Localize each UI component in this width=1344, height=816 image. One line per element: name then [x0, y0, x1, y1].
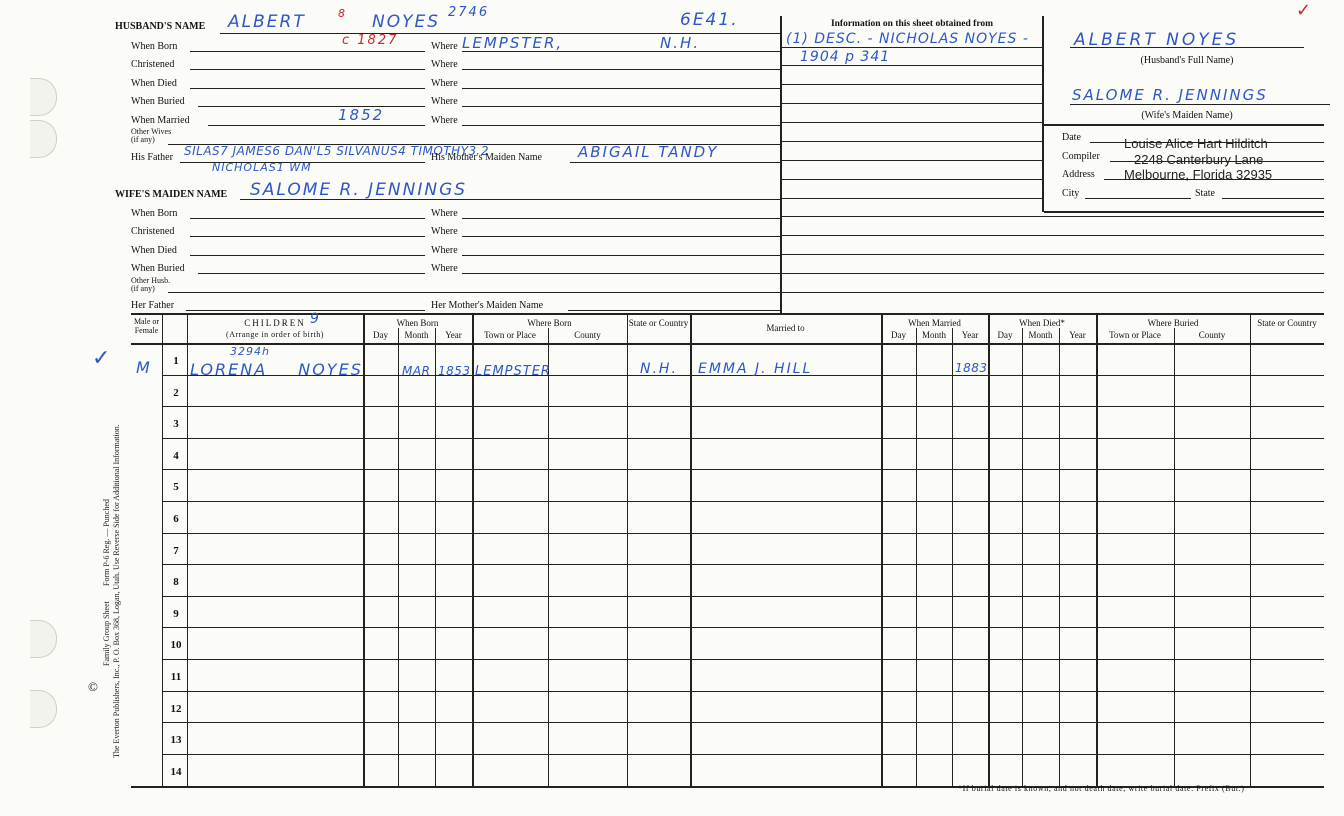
wife-other-husb-label: Other Husb.	[131, 276, 171, 285]
address-line-2-stamp: Melbourne, Florida 32935	[1124, 167, 1273, 182]
binder-hole	[30, 120, 57, 158]
child1-id: 3294h	[230, 345, 270, 358]
row-number: 5	[173, 481, 179, 493]
wife-buried-line	[198, 273, 425, 274]
col-divider	[1250, 313, 1251, 787]
husband-father-value-line2: NICHOLAS1 WM	[212, 161, 312, 174]
wife-name: SALOME R. JENNINGS	[250, 180, 468, 200]
husband-buried-line	[198, 106, 425, 107]
wife-died-where-line	[462, 255, 780, 256]
child1-born-town: LEMPSTER	[475, 364, 551, 379]
header-sex: Male or Female	[133, 317, 160, 335]
compiler-box-top	[1044, 124, 1324, 126]
row-separator	[162, 406, 1324, 407]
wife-buried-where-label: Where	[431, 263, 458, 274]
header-married-year: Year	[961, 330, 979, 340]
compiler-box-bottom	[1044, 211, 1324, 213]
address-line-1-stamp: 2248 Canterbury Lane	[1134, 152, 1264, 167]
row-separator	[162, 627, 1324, 628]
row-separator	[162, 469, 1324, 470]
header-where-buried: Where Buried	[1147, 318, 1199, 328]
wife-christened-where-label: Where	[431, 226, 458, 237]
husband-ref-code: 6E41.	[680, 10, 739, 30]
husband-buried-where-line	[462, 106, 780, 107]
husband-died-where-line	[462, 88, 780, 89]
row-number: 8	[173, 576, 179, 588]
wife-born-label: When Born	[131, 208, 178, 219]
husband-christened-line	[190, 69, 425, 70]
husband-mother-value: ABIGAIL TANDY	[578, 143, 719, 161]
header-children-count: 9	[310, 311, 321, 327]
binder-hole	[30, 78, 57, 116]
state-line	[1222, 198, 1324, 199]
source-box-left-border	[780, 16, 782, 314]
col-divider	[1096, 313, 1098, 787]
binder-hole	[30, 620, 57, 658]
husband-married-label: When Married	[131, 115, 190, 126]
husband-other-wives-label: Other Wives	[131, 127, 172, 136]
husband-section-label: HUSBAND'S NAME	[115, 21, 206, 32]
husband-born-where-label: Where	[431, 41, 458, 52]
col-divider	[363, 313, 365, 787]
col-divider	[548, 328, 549, 787]
city-line	[1085, 198, 1191, 199]
source-line	[782, 103, 1042, 104]
wife-other-husb-sub: (if any)	[131, 284, 155, 293]
wife-mother-label: Her Mother's Maiden Name	[431, 300, 544, 311]
row-number: 6	[173, 513, 179, 525]
husband-generation-number: 8	[338, 7, 347, 20]
col-divider	[162, 313, 163, 787]
row-separator	[162, 691, 1324, 692]
source-line	[782, 292, 1324, 293]
source-line-1: (1) DESC. - NICHOLAS NOYES -	[786, 31, 1029, 47]
wife-other-husb-line	[168, 292, 780, 293]
col-divider	[690, 313, 692, 787]
husband-born-value: c 1827	[342, 33, 399, 48]
city-label: City	[1062, 188, 1080, 199]
row-separator	[162, 501, 1324, 502]
red-checkmark: ✓	[1296, 0, 1314, 21]
row-separator	[162, 533, 1324, 534]
husband-christened-where-label: Where	[431, 59, 458, 70]
source-line	[782, 84, 1042, 85]
source-line	[782, 216, 1324, 217]
date-label: Date	[1062, 132, 1081, 143]
address-label: Address	[1062, 169, 1095, 180]
husband-full-name-value: ALBERT NOYES	[1074, 30, 1240, 50]
header-died-month: Month	[1028, 330, 1053, 340]
source-line	[782, 160, 1042, 161]
husband-other-wives-sub: (if any)	[131, 135, 155, 144]
col-divider	[988, 313, 990, 787]
row-number: 9	[173, 608, 179, 620]
wife-born-where-line	[462, 218, 780, 219]
wife-buried-where-line	[462, 273, 780, 274]
row-number: 10	[170, 639, 182, 651]
source-line	[782, 198, 1042, 199]
row-number: 2	[173, 387, 179, 399]
header-born-county: County	[574, 330, 601, 340]
footer-note: *If burial date is known, and not death date, write burial date. Prefix (Bur.)	[958, 784, 1245, 793]
row-separator	[162, 722, 1324, 723]
wife-section-label: WIFE'S MAIDEN NAME	[115, 189, 228, 200]
husband-married-value: 1852	[338, 106, 385, 124]
source-line	[782, 254, 1324, 255]
source-title: Information on this sheet obtained from	[830, 19, 994, 29]
husband-full-name-line	[1070, 47, 1304, 48]
header-married-day: Day	[891, 330, 906, 340]
child1-married-to: EMMA J. HILL	[698, 361, 813, 377]
child1-sex: M	[136, 358, 152, 377]
header-died-day: Day	[997, 330, 1013, 340]
header-when-born: When Born	[396, 318, 439, 328]
compiler-label: Compiler	[1062, 151, 1100, 162]
right-panel-border	[1042, 16, 1044, 212]
wife-buried-label: When Buried	[131, 263, 185, 274]
header-born-state: State or Country	[628, 318, 689, 328]
header-children-sub: (Arrange in order of birth)	[226, 330, 324, 339]
husband-mother-label: His Mother's Maiden Name	[431, 152, 542, 163]
husband-buried-label: When Buried	[131, 96, 185, 107]
side-text-title: Family Group Sheet	[102, 601, 111, 666]
col-divider	[472, 313, 474, 787]
husband-born-line	[190, 51, 425, 52]
col-divider	[1022, 328, 1023, 787]
row-number: 1	[173, 355, 179, 367]
source-line	[782, 273, 1324, 274]
husband-surname: NOYES	[372, 12, 441, 32]
husband-id-number: 2746	[448, 5, 490, 20]
row-number: 12	[170, 703, 182, 715]
wife-father-label: Her Father	[131, 300, 175, 311]
row-number: 4	[173, 450, 179, 462]
husband-mother-line	[570, 162, 780, 163]
header-when-died: When Died*	[1019, 318, 1065, 328]
source-line-2: 1904 p 341	[800, 49, 891, 65]
header-born-year: Year	[445, 330, 462, 340]
source-line	[782, 122, 1042, 123]
husband-father-value: SILAS7 JAMES6 DAN'L5 SILVANUS4 TIMOTHY3 2	[184, 144, 490, 158]
col-divider	[1059, 328, 1060, 787]
source-line	[782, 179, 1042, 180]
header-buried-county: County	[1198, 330, 1226, 340]
husband-buried-where-label: Where	[431, 96, 458, 107]
row-number: 7	[173, 545, 179, 557]
table-header-bottom	[131, 343, 1324, 345]
husband-father-label: His Father	[131, 152, 173, 163]
row-separator	[162, 659, 1324, 660]
wife-maiden-name-line	[1070, 104, 1330, 105]
header-children: CHILDREN	[244, 318, 306, 328]
row-number: 3	[173, 418, 179, 430]
source-line	[782, 235, 1324, 236]
husband-died-where-label: Where	[431, 78, 458, 89]
child1-born-year: 1853	[438, 364, 471, 378]
header-born-town: Town or Place	[484, 330, 536, 340]
row-separator	[162, 564, 1324, 565]
compiler-name-stamp: Louise Alice Hart Hilditch	[1124, 136, 1268, 151]
col-divider	[398, 328, 399, 787]
row-number: 13	[170, 734, 182, 746]
source-line	[782, 141, 1042, 142]
wife-father-line	[186, 310, 425, 311]
header-died-year: Year	[1069, 330, 1086, 340]
child1-born-state: N.H.	[640, 361, 678, 377]
husband-given-name: ALBERT	[228, 12, 306, 32]
wife-born-line	[190, 218, 425, 219]
wife-maiden-name-caption: (Wife's Maiden Name)	[1141, 110, 1233, 121]
state-label: State	[1195, 188, 1215, 199]
copyright-symbol: ©	[88, 679, 98, 694]
header-buried-town: Town or Place	[1109, 330, 1161, 340]
wife-maiden-name-value: SALOME R. JENNINGS	[1072, 86, 1268, 104]
row-separator	[162, 596, 1324, 597]
wife-died-where-label: Where	[431, 245, 458, 256]
wife-mother-line	[568, 310, 780, 311]
wife-died-line	[190, 255, 425, 256]
child1-name: LORENA NOYES	[190, 360, 363, 379]
row-number: 11	[170, 671, 182, 683]
side-text-publisher: The Everton Publishers, Inc., P. O. Box 368, Logan, Utah. Use Reverse Side for Additional Information.	[112, 424, 121, 758]
margin-checkmark: ✓	[92, 346, 113, 371]
header-when-married: When Married	[908, 318, 961, 328]
husband-married-where-label: Where	[431, 115, 458, 126]
col-divider	[881, 313, 883, 787]
binder-hole	[30, 690, 57, 728]
col-divider	[916, 328, 917, 787]
husband-christened-label: Christened	[131, 59, 175, 70]
child1-born-month: MAR	[402, 364, 431, 378]
col-divider	[435, 328, 436, 787]
source-line	[782, 65, 1042, 66]
husband-christened-where-line	[462, 69, 780, 70]
husband-full-name-caption: (Husband's Full Name)	[1140, 55, 1234, 66]
header-buried-state: State or Country	[1257, 318, 1317, 328]
col-divider	[627, 313, 628, 787]
header-born-day: Day	[373, 330, 388, 340]
child1-married-year: 1883	[955, 361, 988, 375]
husband-died-line	[190, 88, 425, 89]
header-where-born: Where Born	[527, 318, 572, 328]
source-line	[782, 47, 1042, 48]
wife-christened-line	[190, 236, 425, 237]
row-number: 14	[170, 766, 182, 778]
header-married-to: Married to	[766, 323, 805, 333]
husband-born-label: When Born	[131, 41, 178, 52]
col-divider	[952, 328, 953, 787]
col-divider	[1174, 328, 1175, 787]
husband-died-label: When Died	[131, 78, 177, 89]
wife-born-where-label: Where	[431, 208, 458, 219]
header-married-month: Month	[921, 330, 946, 340]
wife-christened-where-line	[462, 236, 780, 237]
husband-born-state: N.H.	[660, 34, 701, 52]
husband-born-where-value: LEMPSTER,	[462, 34, 564, 52]
husband-married-line	[208, 125, 425, 126]
wife-christened-label: Christened	[131, 226, 175, 237]
wife-died-label: When Died	[131, 245, 177, 256]
row-separator	[162, 438, 1324, 439]
husband-married-where-line	[462, 125, 780, 126]
side-text-form: Form P-6 Reg. — Punched	[102, 499, 111, 586]
header-born-month: Month	[404, 330, 429, 340]
row-separator	[162, 754, 1324, 755]
